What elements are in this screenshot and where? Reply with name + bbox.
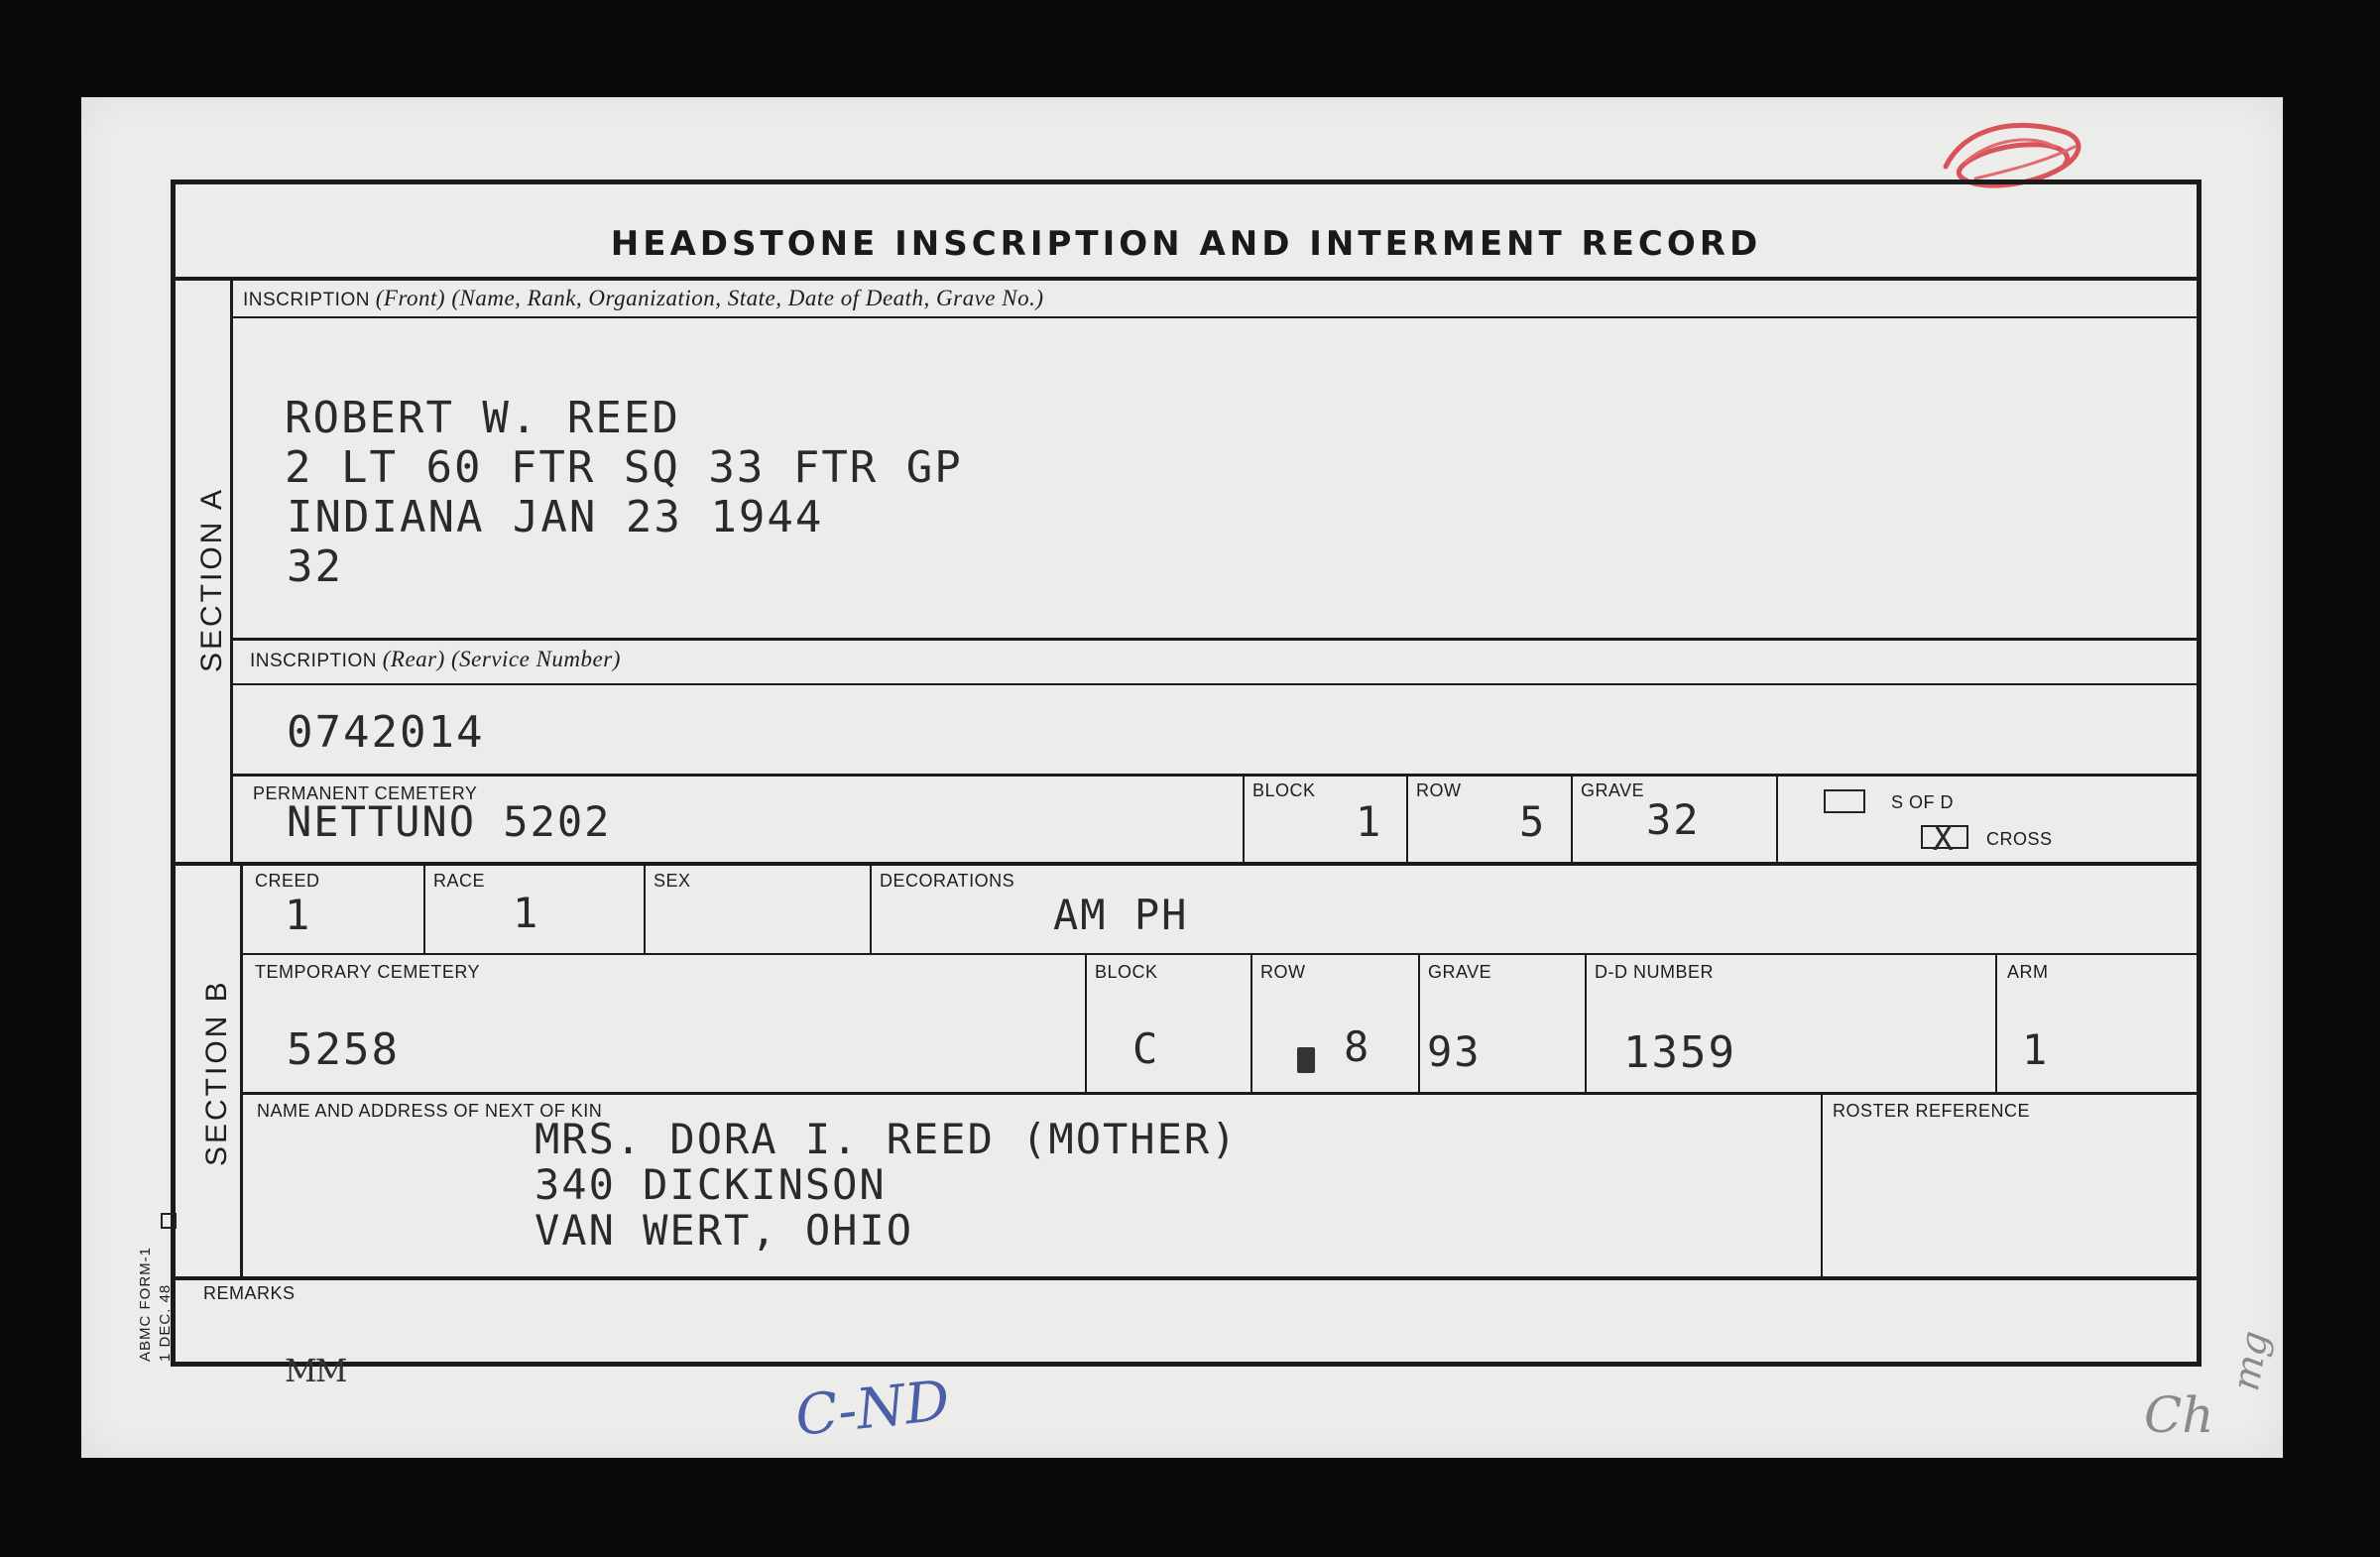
temporary-cemetery-value: 5258 (287, 1024, 400, 1075)
next-of-kin-line-3: VAN WERT, OHIO (535, 1206, 914, 1255)
handwritten-corner-note: Ch (2144, 1386, 2214, 1444)
permanent-block-value: 1 (1356, 797, 1383, 846)
cross-checkbox[interactable] (1921, 819, 1968, 859)
front-inscription-line-4: 32 (287, 541, 343, 592)
creed-label: CREED (255, 871, 320, 891)
sofd-checkbox[interactable] (1824, 789, 1865, 813)
cross-label: CROSS (1986, 829, 2053, 849)
decorations-value: AM PH (1053, 891, 1189, 939)
section-b-label: SECTION B (200, 979, 233, 1166)
permanent-cemetery-value: NETTUNO 5202 (287, 797, 612, 846)
form-frame (171, 180, 2202, 1367)
section-a-label: SECTION A (195, 486, 228, 672)
front-inscription-line-3: INDIANA JAN 23 1944 (287, 492, 824, 542)
temporary-block-label: BLOCK (1095, 962, 1158, 982)
roster-reference-label: ROSTER REFERENCE (1833, 1101, 2031, 1121)
remarks-label: REMARKS (203, 1283, 296, 1303)
sex-label: SEX (654, 871, 691, 891)
decorations-label: DECORATIONS (880, 871, 1015, 891)
struck-out-mark-icon (1297, 1047, 1315, 1073)
form-id: ABMC FORM-1 1 DEC. 48 (137, 1247, 174, 1362)
dd-number-value: 1359 (1623, 1027, 1736, 1078)
permanent-grave-value: 32 (1646, 795, 1701, 844)
temporary-row-label: ROW (1260, 962, 1306, 982)
rear-inscription-label: INSCRIPTION (Rear) (Service Number) (250, 647, 621, 671)
temporary-cemetery-label: TEMPORARY CEMETERY (255, 962, 481, 982)
dd-number-label: D-D NUMBER (1595, 962, 1714, 982)
service-number: 0742014 (287, 707, 485, 758)
form-id-checkbox (161, 1213, 177, 1229)
handwritten-initials: MM (285, 1352, 346, 1389)
handwritten-side-note: mg (2223, 1327, 2277, 1394)
permanent-row-label: ROW (1416, 780, 1462, 800)
creed-value: 1 (285, 891, 312, 939)
front-inscription-line-2: 2 LT 60 FTR SQ 33 FTR GP (285, 442, 963, 493)
next-of-kin-label: NAME AND ADDRESS OF NEXT OF KIN (257, 1101, 603, 1121)
handwritten-blue-note: C-ND (792, 1369, 953, 1449)
temporary-block-value: C (1132, 1024, 1160, 1073)
temporary-row-value: 8 (1344, 1022, 1371, 1071)
temporary-grave-value: 93 (1427, 1027, 1482, 1076)
front-inscription-label: INSCRIPTION (Front) (Name, Rank, Organization, State, Date of Death, Grave No.) (243, 286, 1044, 310)
arm-label: ARM (2007, 962, 2049, 982)
permanent-cemetery-label: PERMANENT CEMETERY (253, 783, 478, 803)
permanent-grave-label: GRAVE (1581, 780, 1645, 800)
form-title: HEADSTONE INSCRIPTION AND INTERMENT RECORD (610, 224, 1762, 264)
record-card (81, 97, 2283, 1458)
next-of-kin-line-1: MRS. DORA I. REED (MOTHER) (535, 1115, 1239, 1163)
sofd-label: S OF D (1891, 792, 1955, 812)
front-inscription-line-1: ROBERT W. REED (285, 393, 680, 443)
race-label: RACE (433, 871, 486, 891)
permanent-block-label: BLOCK (1252, 780, 1316, 800)
arm-value: 1 (2022, 1025, 2050, 1074)
race-value: 1 (513, 889, 540, 937)
next-of-kin-line-2: 340 DICKINSON (535, 1160, 887, 1209)
permanent-row-value: 5 (1519, 797, 1547, 846)
cross-check-mark: X (1933, 819, 1954, 859)
temporary-grave-label: GRAVE (1428, 962, 1492, 982)
